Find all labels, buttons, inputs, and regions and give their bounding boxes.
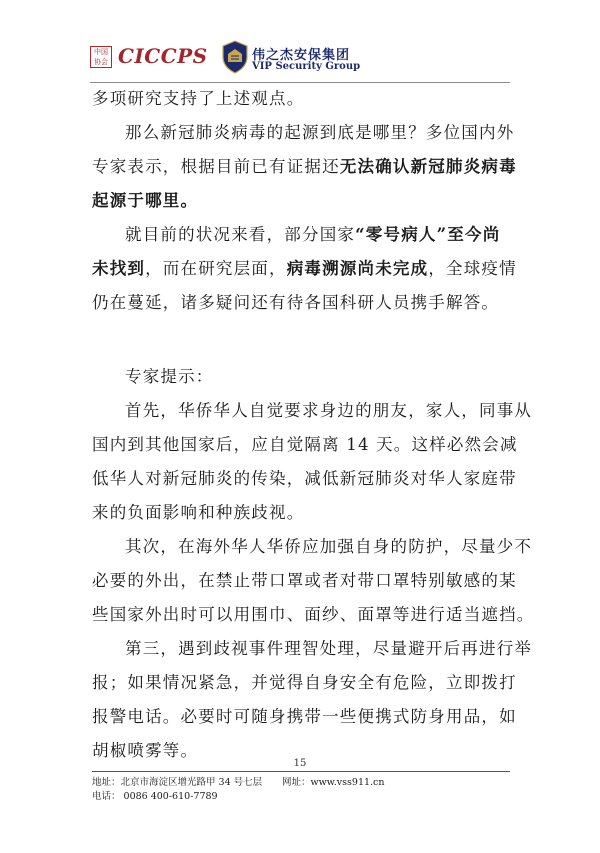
text-line [92, 398, 533, 432]
text-run: ，全球疫情 [428, 259, 517, 278]
bold-text-run: 病毒溯源尚未完成 [286, 259, 429, 278]
text-line [92, 636, 533, 670]
text-line [92, 222, 522, 256]
text-line [92, 500, 522, 534]
text-line [92, 602, 535, 636]
text-run: 报警电话。必要时可随身携带一些便携式防身用品，如 [92, 707, 517, 726]
text-line [92, 120, 522, 154]
text-run: 第三，遇到歧视事件理智处理，尽量避开后再进行举 [125, 639, 533, 658]
text-run: 胡椒喷雾等。 [92, 741, 199, 760]
text-line [92, 86, 522, 120]
text-line [92, 188, 522, 222]
text-run: 来的负面影响和种族歧视。 [92, 503, 305, 522]
text-line [92, 466, 522, 500]
association-seal-logo: 中国 协会 [90, 46, 112, 68]
footer-phone: 电话： 0086 400-610-7789 [92, 791, 218, 802]
text-run: ，而在研究层面， [145, 259, 287, 278]
text-run: 国内到其他国家后，应自觉隔离 14 天。这样必然会减 [92, 435, 518, 454]
bold-text-run: “零号病人”至今尚 [355, 225, 501, 244]
page-header [90, 38, 510, 80]
text-line [92, 568, 522, 602]
text-run: 就目前的状况来看，部分国家 [125, 225, 356, 244]
document-body [92, 86, 535, 772]
text-run: 些国家外出时可以用围巾、面纱、面罩等进行适当遮挡。 [92, 605, 535, 624]
text-line [92, 364, 522, 398]
text-line [92, 154, 522, 188]
shield-logo-icon [222, 40, 248, 74]
bold-text-run: 起源于哪里。 [92, 191, 199, 210]
text-run: 首先，华侨华人自觉要求身边的朋友，家人，同事从 [125, 401, 533, 420]
text-run: 那么新冠肺炎病毒的起源到底是哪里？多位国内外 [125, 123, 515, 142]
page-number: 15 [293, 758, 307, 769]
paragraph-gap [92, 324, 522, 364]
text-run: 必要的外出，在禁止带口罩或者对带口罩特别敏感的某 [92, 571, 517, 590]
footer-address: 地址：北京市海淀区增光路甲 34 号七层 [92, 777, 263, 788]
text-line [92, 290, 522, 324]
text-run: 低华人对新冠肺炎的传染，减低新冠肺炎对华人家庭带 [92, 469, 517, 488]
text-run: 专家提示： [125, 367, 214, 386]
text-run: 专家表示，根据目前已有证据还 [92, 157, 340, 176]
text-line [92, 534, 533, 568]
text-line [92, 256, 522, 290]
company-name-en: VIP Security Group [252, 61, 361, 72]
text-line [92, 704, 522, 738]
bold-text-run: 未找到 [92, 259, 146, 278]
footer-divider [92, 771, 510, 772]
text-run: 报；如果情况紧急，并觉得自身安全有危险，立即拨打 [92, 673, 517, 692]
footer-website: 网址：www.vss911.cn [282, 777, 385, 788]
text-run: 其次，在海外华人华侨应加强自身的防护，尽量少不 [125, 537, 533, 556]
text-run: 仍在蔓延，诸多疑问还有待各国科研人员携手解答。 [92, 293, 500, 312]
company-name-cn: 伟之杰安保集团 [252, 48, 351, 63]
text-line [92, 432, 522, 466]
text-run: 多项研究支持了上述观点。 [92, 89, 305, 108]
bold-text-run: 无法确认新冠肺炎病毒 [339, 157, 517, 176]
header-divider [90, 82, 510, 83]
ciccps-logo: CICCPS [118, 44, 208, 68]
text-line [92, 670, 522, 704]
